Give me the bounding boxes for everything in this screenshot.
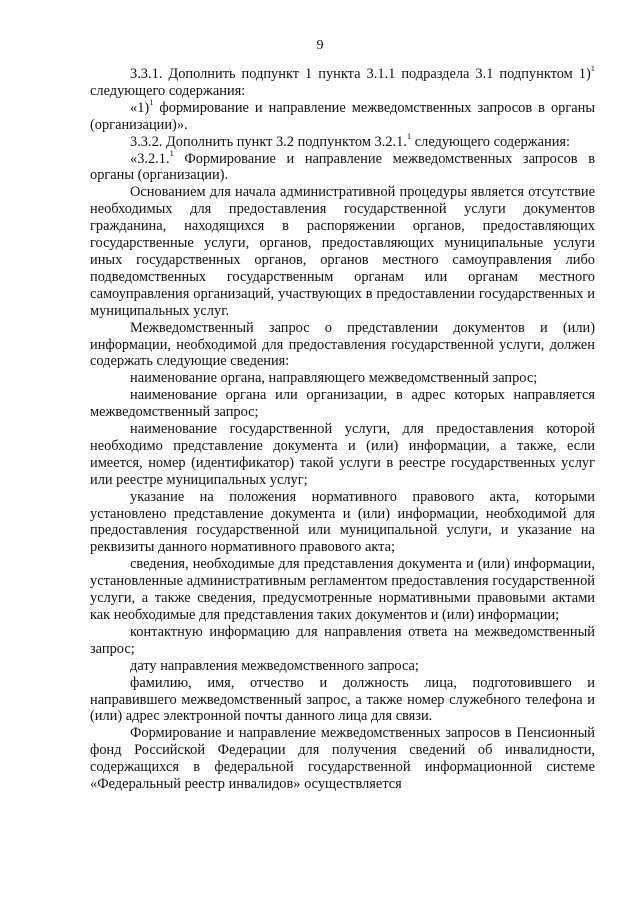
page-number: 9 [316,38,324,53]
paragraph-text: 3.3.2. Дополнить пункт 3.2 подпунктом 3.2.1. [130,133,407,150]
superscript: 1 [169,147,174,158]
document-body [90,63,595,793]
paragraph-text: 3.3.1. Дополнить подпункт 1 пункта 3.1.1 подраздела 3.1 подпунктом 1) [130,66,591,82]
list-item: наименование государственной услуги, для предоставления которой необходимо представление документа и (или) информации, а также, если имеется, номер (идентификатор) такой услуги в реестре государственных услуг или реестре муниципальных услуг; [90,421,595,488]
paragraph-text: следующего содержания: [411,133,571,150]
paragraph-3-2-1 [90,147,595,185]
superscript: 1 [590,63,595,74]
list-item: фамилию, имя, отчество и должность лица, подготовившего и направившего межведомственный запрос, а также номер служебного телефона и (или) адрес электронной почты данного лица для связи. [90,674,595,725]
superscript: 1 [406,130,412,141]
superscript: 1 [149,97,154,108]
paragraph-3-3-1 [90,63,595,100]
list-item: контактную информацию для направления ответа на межведомственный запрос; [90,623,595,657]
list-item: дату направления межведомственного запроса; [130,657,419,674]
list-item: указание на положения нормативного правового акта, которыми установлено представление документа и (или) информации, необходимой для предоставления государственной или муниципальной услуги, и указание на реквизиты данного нормативного правового акта; [90,488,595,556]
paragraph-3-3-2 [90,130,595,151]
paragraph-quote-1 [90,97,595,134]
paragraph-text: формирование и направление межведомственных запросов в органы (организации)». [90,99,595,133]
paragraph-text: «3.2.1. [130,150,170,167]
list-item: наименование органа или организации, в адрес которых направляется межведомственный запрос; [90,387,595,421]
paragraph-basis: Основанием для начала административной процедуры является отсутствие необходимых для предоставления государственной услуги документов гражданина, находящихся в распоряжении органов, предоставляющих государственные услуги, органов, предоставляющих муниципальные услуги иных государственных органов, органов местного самоуправления либо подведомственных государственным органам или органам местного самоуправления организаций, участвующих в предоставлении государственных и муниципальных услуг. [90,184,595,319]
paragraph-request-content: Межведомственный запрос о представлении документов и (или) информации, необходимой для предоставления государственной услуги, должен содержать следующие сведения: [90,319,595,370]
list-item: наименование органа, направляющего межведомственный запрос; [130,370,538,387]
paragraph-text: следующего содержания: [90,82,246,99]
paragraph-pension-fund: Формирование и направление межведомственных запросов в Пенсионный фонд Российской Федерации для получения сведений об инвалидности, содержащихся в федеральной государственной информационной системе «Федеральный реестр инвалидов» осуществляется [90,725,595,793]
paragraph-text: Формирование и направление межведомственных запросов в органы (организации). [90,150,595,184]
paragraph-text: «1) [130,99,150,116]
list-item: сведения, необходимые для представления документа и (или) информации, установленные административным регламентом предоставления государственной услуги, а также сведения, предусмотренные нормативными правовыми актами как необходимые для представления таких документов и (или) информации; [90,556,595,623]
